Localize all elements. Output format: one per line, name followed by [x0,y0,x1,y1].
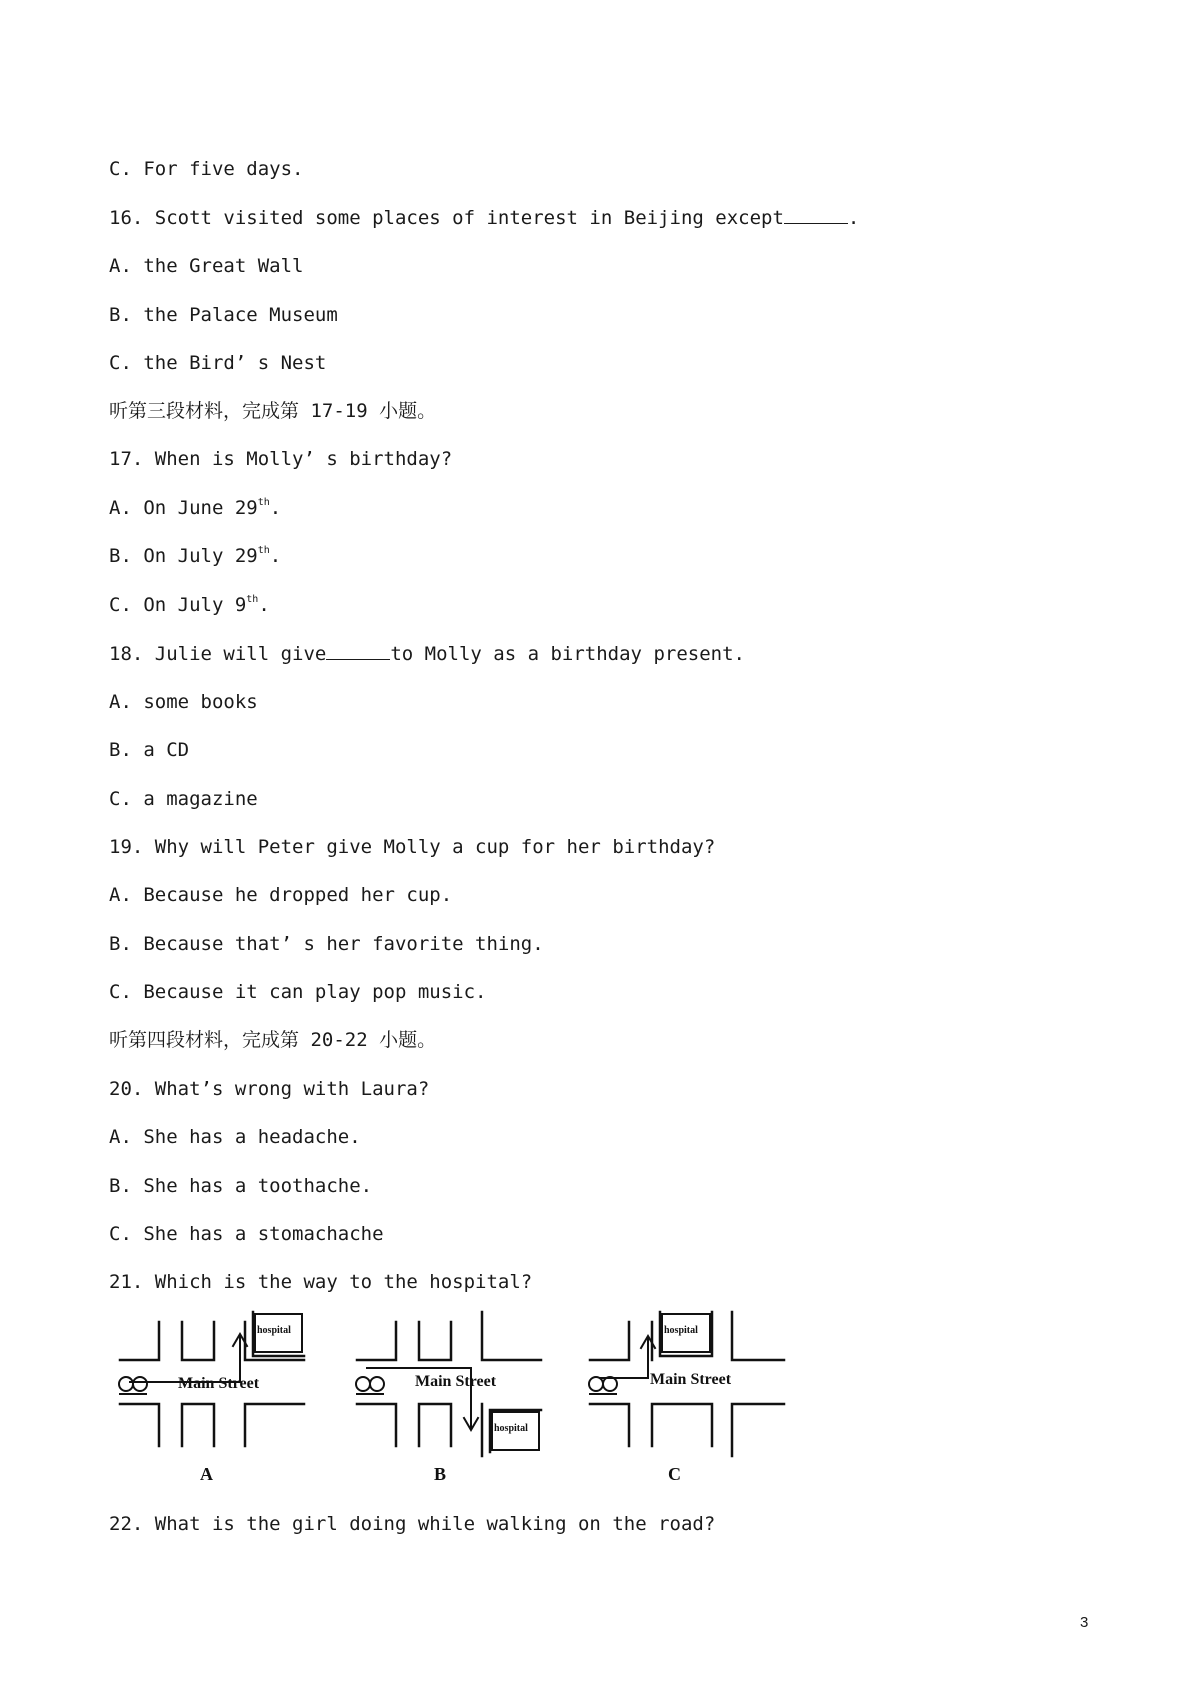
option-label-a: A [200,1464,213,1484]
answer-blank [326,641,390,660]
option-16c: C. the Bird’ s Nest [109,352,327,374]
hospital-label-b: hospital [494,1423,528,1434]
hospital-label-a: hospital [257,1325,291,1336]
section-4-instruction: 听第四段材料，完成第 20-22 小题。 [109,1029,437,1051]
option-16a: A. the Great Wall [109,255,304,277]
option-17b: B. On July 29th. [109,545,282,567]
route-maps [112,1300,812,1490]
street-label-b: Main Street [415,1373,497,1390]
question-19: 19. Why will Peter give Molly a cup for her birthday? [109,836,716,858]
hospital-label-c: hospital [664,1325,698,1336]
question-21: 21. Which is the way to the hospital? [109,1271,533,1293]
question-22: 22. What is the girl doing while walking on the road? [109,1513,716,1535]
option-17a: A. On June 29th. [109,497,282,519]
question-16: 16. Scott visited some places of interest in Beijing except . [109,207,860,229]
option-19a: A. Because he dropped her cup. [109,884,453,906]
option-18c: C. a magazine [109,788,258,810]
question-17: 17. When is Molly’ s birthday? [109,448,453,470]
question-18: 18. Julie will give to Molly as a birthday present. [109,643,745,665]
option-18b: B. a CD [109,739,190,761]
question-20: 20. What’s wrong with Laura? [109,1078,430,1100]
street-label-c: Main Street [650,1371,732,1388]
option-20c: C. She has a stomachache [109,1223,384,1245]
section-3-instruction: 听第三段材料，完成第 17-19 小题。 [109,400,437,422]
option-15c: C. For five days. [109,158,304,180]
option-19b: B. Because that’ s her favorite thing. [109,933,544,955]
option-18a: A. some books [109,691,258,713]
option-16b: B. the Palace Museum [109,304,338,326]
answer-blank [784,205,848,224]
street-label-a: Main Street [178,1375,260,1392]
option-17c: C. On July 9th. [109,594,270,616]
option-20a: A. She has a headache. [109,1126,361,1148]
option-19c: C. Because it can play pop music. [109,981,487,1003]
page-number: 3 [1080,1614,1089,1631]
option-20b: B. She has a toothache. [109,1175,373,1197]
option-label-c: C [668,1464,681,1484]
option-label-b: B [434,1464,447,1484]
